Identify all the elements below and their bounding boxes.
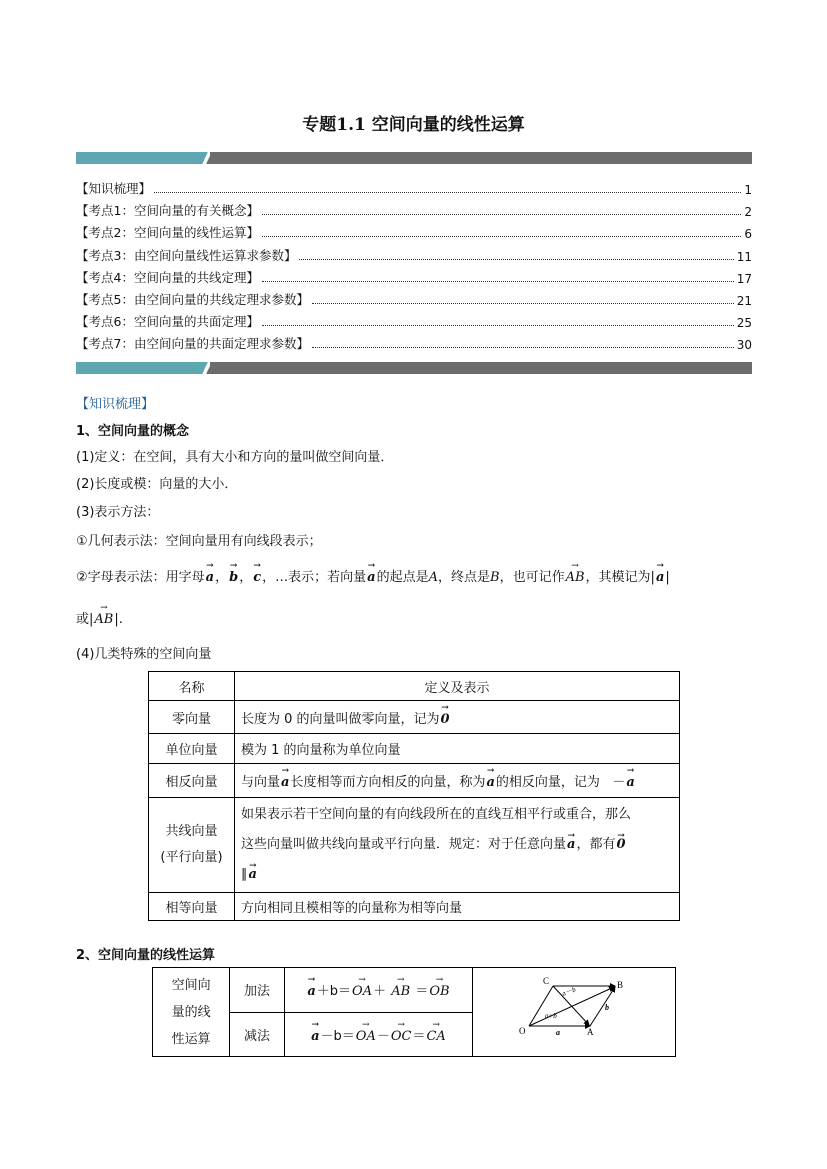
paragraph-definition: (1)定义：在空间，具有大小和方向的量叫做空间向量． xyxy=(76,450,394,465)
paragraph-special-vectors: (4)几类特殊的空间向量 xyxy=(76,647,212,662)
table-cell: 加法 xyxy=(230,968,285,1013)
section-heading: 【知识梳理】 xyxy=(76,397,155,412)
toc-item[interactable]: 【考点1：空间向量的有关概念】 2 xyxy=(76,203,752,219)
parallelogram-diagram xyxy=(473,968,669,1052)
label-a-minus-b: a－b xyxy=(561,985,577,998)
table-cell: 单位向量 xyxy=(149,734,235,764)
label-b: b xyxy=(605,1003,610,1012)
table-row xyxy=(149,764,680,798)
toc-item[interactable]: 【考点6：空间向量的共面定理】 25 xyxy=(76,314,752,330)
table-row xyxy=(149,798,680,893)
vector-b-line xyxy=(590,987,615,1026)
bottom-divider-band xyxy=(76,362,752,374)
point-b-label: B xyxy=(617,980,624,990)
toc-item[interactable]: 【考点7：由空间向量的共面定理求参数】 30 xyxy=(76,336,752,352)
table-row xyxy=(153,968,676,1013)
label-a: a xyxy=(556,1028,561,1037)
table-cell: 空间向 量的线 性运算 xyxy=(153,968,230,1057)
label-a-plus-b: a+b xyxy=(545,1012,557,1020)
table-cell: 共线向量 (平行向量) xyxy=(149,798,235,893)
table-cell xyxy=(473,968,676,1057)
paragraph-geometric: ①几何表示法：空间向量用有向线段表示； xyxy=(76,534,322,549)
special-vectors-table xyxy=(148,671,680,921)
table-cell: 与向量→ a长度相等而方向相反的向量，称为→ a的相反向量，记为 －→ a xyxy=(235,764,680,798)
paragraph-modulus: 或|→ AB|. xyxy=(76,608,123,627)
point-c-label: C xyxy=(543,976,550,986)
table-cell: 长度为 0 的向量叫做零向量，记为→ 0 xyxy=(235,701,680,734)
table-cell: 如果表示若干空间向量的有向线段所在的直线互相平行或重合，那么 这些向量叫做共线向量或平行向量．规定：对于任意向量→ a，都有→ 0 ∥→ a xyxy=(235,798,680,893)
point-a-label: A xyxy=(587,1027,594,1037)
table-row xyxy=(149,893,680,921)
page-title: 专题1.1 空间向量的线性运算 xyxy=(302,115,525,135)
paragraph-representation: (3)表示方法： xyxy=(76,505,160,520)
table-cell: 模为 1 的向量称为单位向量 xyxy=(235,734,680,764)
table-cell: 相反向量 xyxy=(149,764,235,798)
toc-item[interactable]: 【考点3：由空间向量线性运算求参数】 11 xyxy=(76,248,752,264)
top-divider-band xyxy=(76,152,752,164)
table-row xyxy=(149,672,680,701)
table-row xyxy=(149,701,680,734)
table-cell: 零向量 xyxy=(149,701,235,734)
table-cell: 相等向量 xyxy=(149,893,235,921)
toc-item[interactable]: 【考点5：由空间向量的共线定理求参数】 21 xyxy=(76,292,752,308)
toc-item[interactable]: 【知识梳理】 1 xyxy=(76,181,752,197)
table-header-cell: 名称 xyxy=(149,672,235,701)
table-row xyxy=(149,734,680,764)
table-cell: → a＋b＝→ OA＋ → AB ＝→ OB xyxy=(284,968,472,1013)
toc-item[interactable]: 【考点2：空间向量的线性运算】 6 xyxy=(76,225,752,241)
paragraph-letter-notation: ②字母表示法：用字母→ a，→ b，→ c，…表示；若向量→ a的起点是A，终点是B，也可记作→ AB，其模记为|→ a| xyxy=(76,566,670,585)
table-cell: 方向相同且模相等的向量称为相等向量 xyxy=(235,893,680,921)
table-header-cell: 定义及表示 xyxy=(235,672,680,701)
toc-item[interactable]: 【考点4：空间向量的共线定理】 17 xyxy=(76,270,752,286)
linear-operations-table xyxy=(152,967,676,1057)
paragraph-length: (2)长度或模：向量的大小． xyxy=(76,477,238,492)
table-cell: 减法 xyxy=(230,1012,285,1057)
table-cell: → a－b＝→ OA－→ OC＝→ CA xyxy=(284,1012,472,1057)
heading-concept: 1、空间向量的概念 xyxy=(76,424,190,439)
heading-linear-ops: 2、空间向量的线性运算 xyxy=(76,948,216,963)
point-o-label: O xyxy=(519,1026,526,1036)
